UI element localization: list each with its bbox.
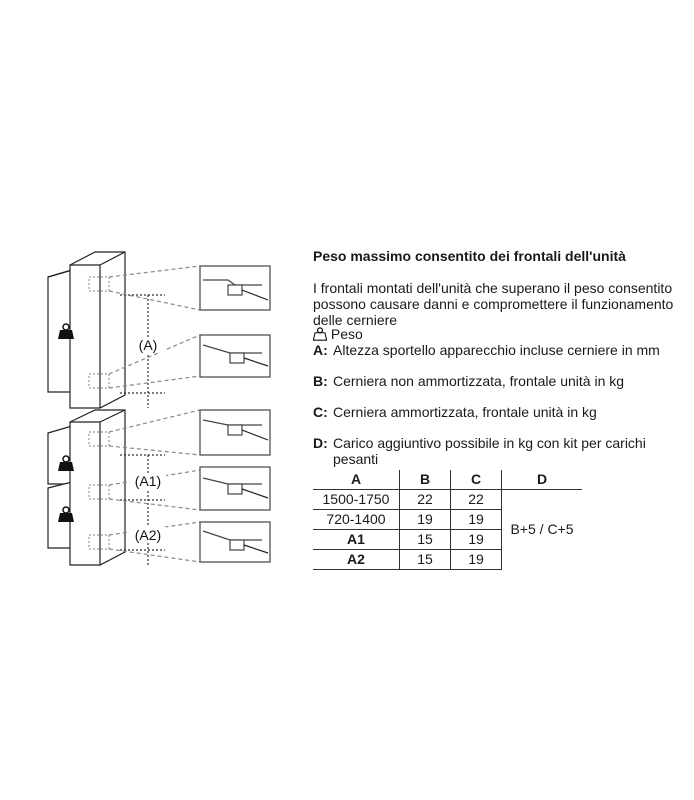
zoom-box-hinge-2b [200, 467, 270, 510]
intro-text: I frontali montati dell'unità che superano il peso consentito possono causare danni e compromettere il funzionamento delle cerniere [313, 280, 674, 328]
weight-label: Peso [330, 326, 363, 342]
label-a2: (A2) [134, 527, 162, 543]
table-row: 1500-1750 22 22 B+5 / C+5 [313, 490, 582, 510]
zoom-box-hinge-top [200, 266, 270, 310]
label-a1: (A1) [134, 473, 162, 489]
table-row: A1 15 19 [313, 530, 582, 550]
label-a: (A) [138, 337, 158, 353]
legend-item-c: C: Cerniera ammortizzata, frontale unità in kg [313, 404, 597, 420]
table-row: 720-1400 19 19 [313, 510, 582, 530]
table-row: A2 15 19 [313, 550, 582, 570]
header-b: B [400, 470, 451, 490]
zoom-box-hinge-2c [200, 522, 270, 562]
cabinet-double [70, 410, 125, 565]
dimension-a1-a2 [120, 455, 165, 565]
weight-icon [313, 327, 327, 341]
d-value-cell: B+5 / C+5 [502, 490, 583, 570]
legend-item-d: D: Carico aggiuntivo possibile in kg con kit per carichi pesanti [313, 435, 646, 467]
header-c: C [451, 470, 502, 490]
legend-item-a: A: Altezza sportello apparecchio incluse cerniere in mm [313, 342, 660, 358]
cabinet-single [70, 252, 125, 408]
header-d: D [502, 470, 583, 490]
section-title: Peso massimo consentito dei frontali dell'unità [313, 248, 626, 264]
legend-weight [313, 326, 363, 342]
weight-table [313, 470, 582, 570]
zoom-box-hinge-bottom [200, 335, 270, 377]
legend-item-b: B: Cerniera non ammortizzata, frontale unità in kg [313, 373, 625, 389]
zoom-box-hinge-2a [200, 410, 270, 455]
header-a: A [313, 470, 400, 490]
